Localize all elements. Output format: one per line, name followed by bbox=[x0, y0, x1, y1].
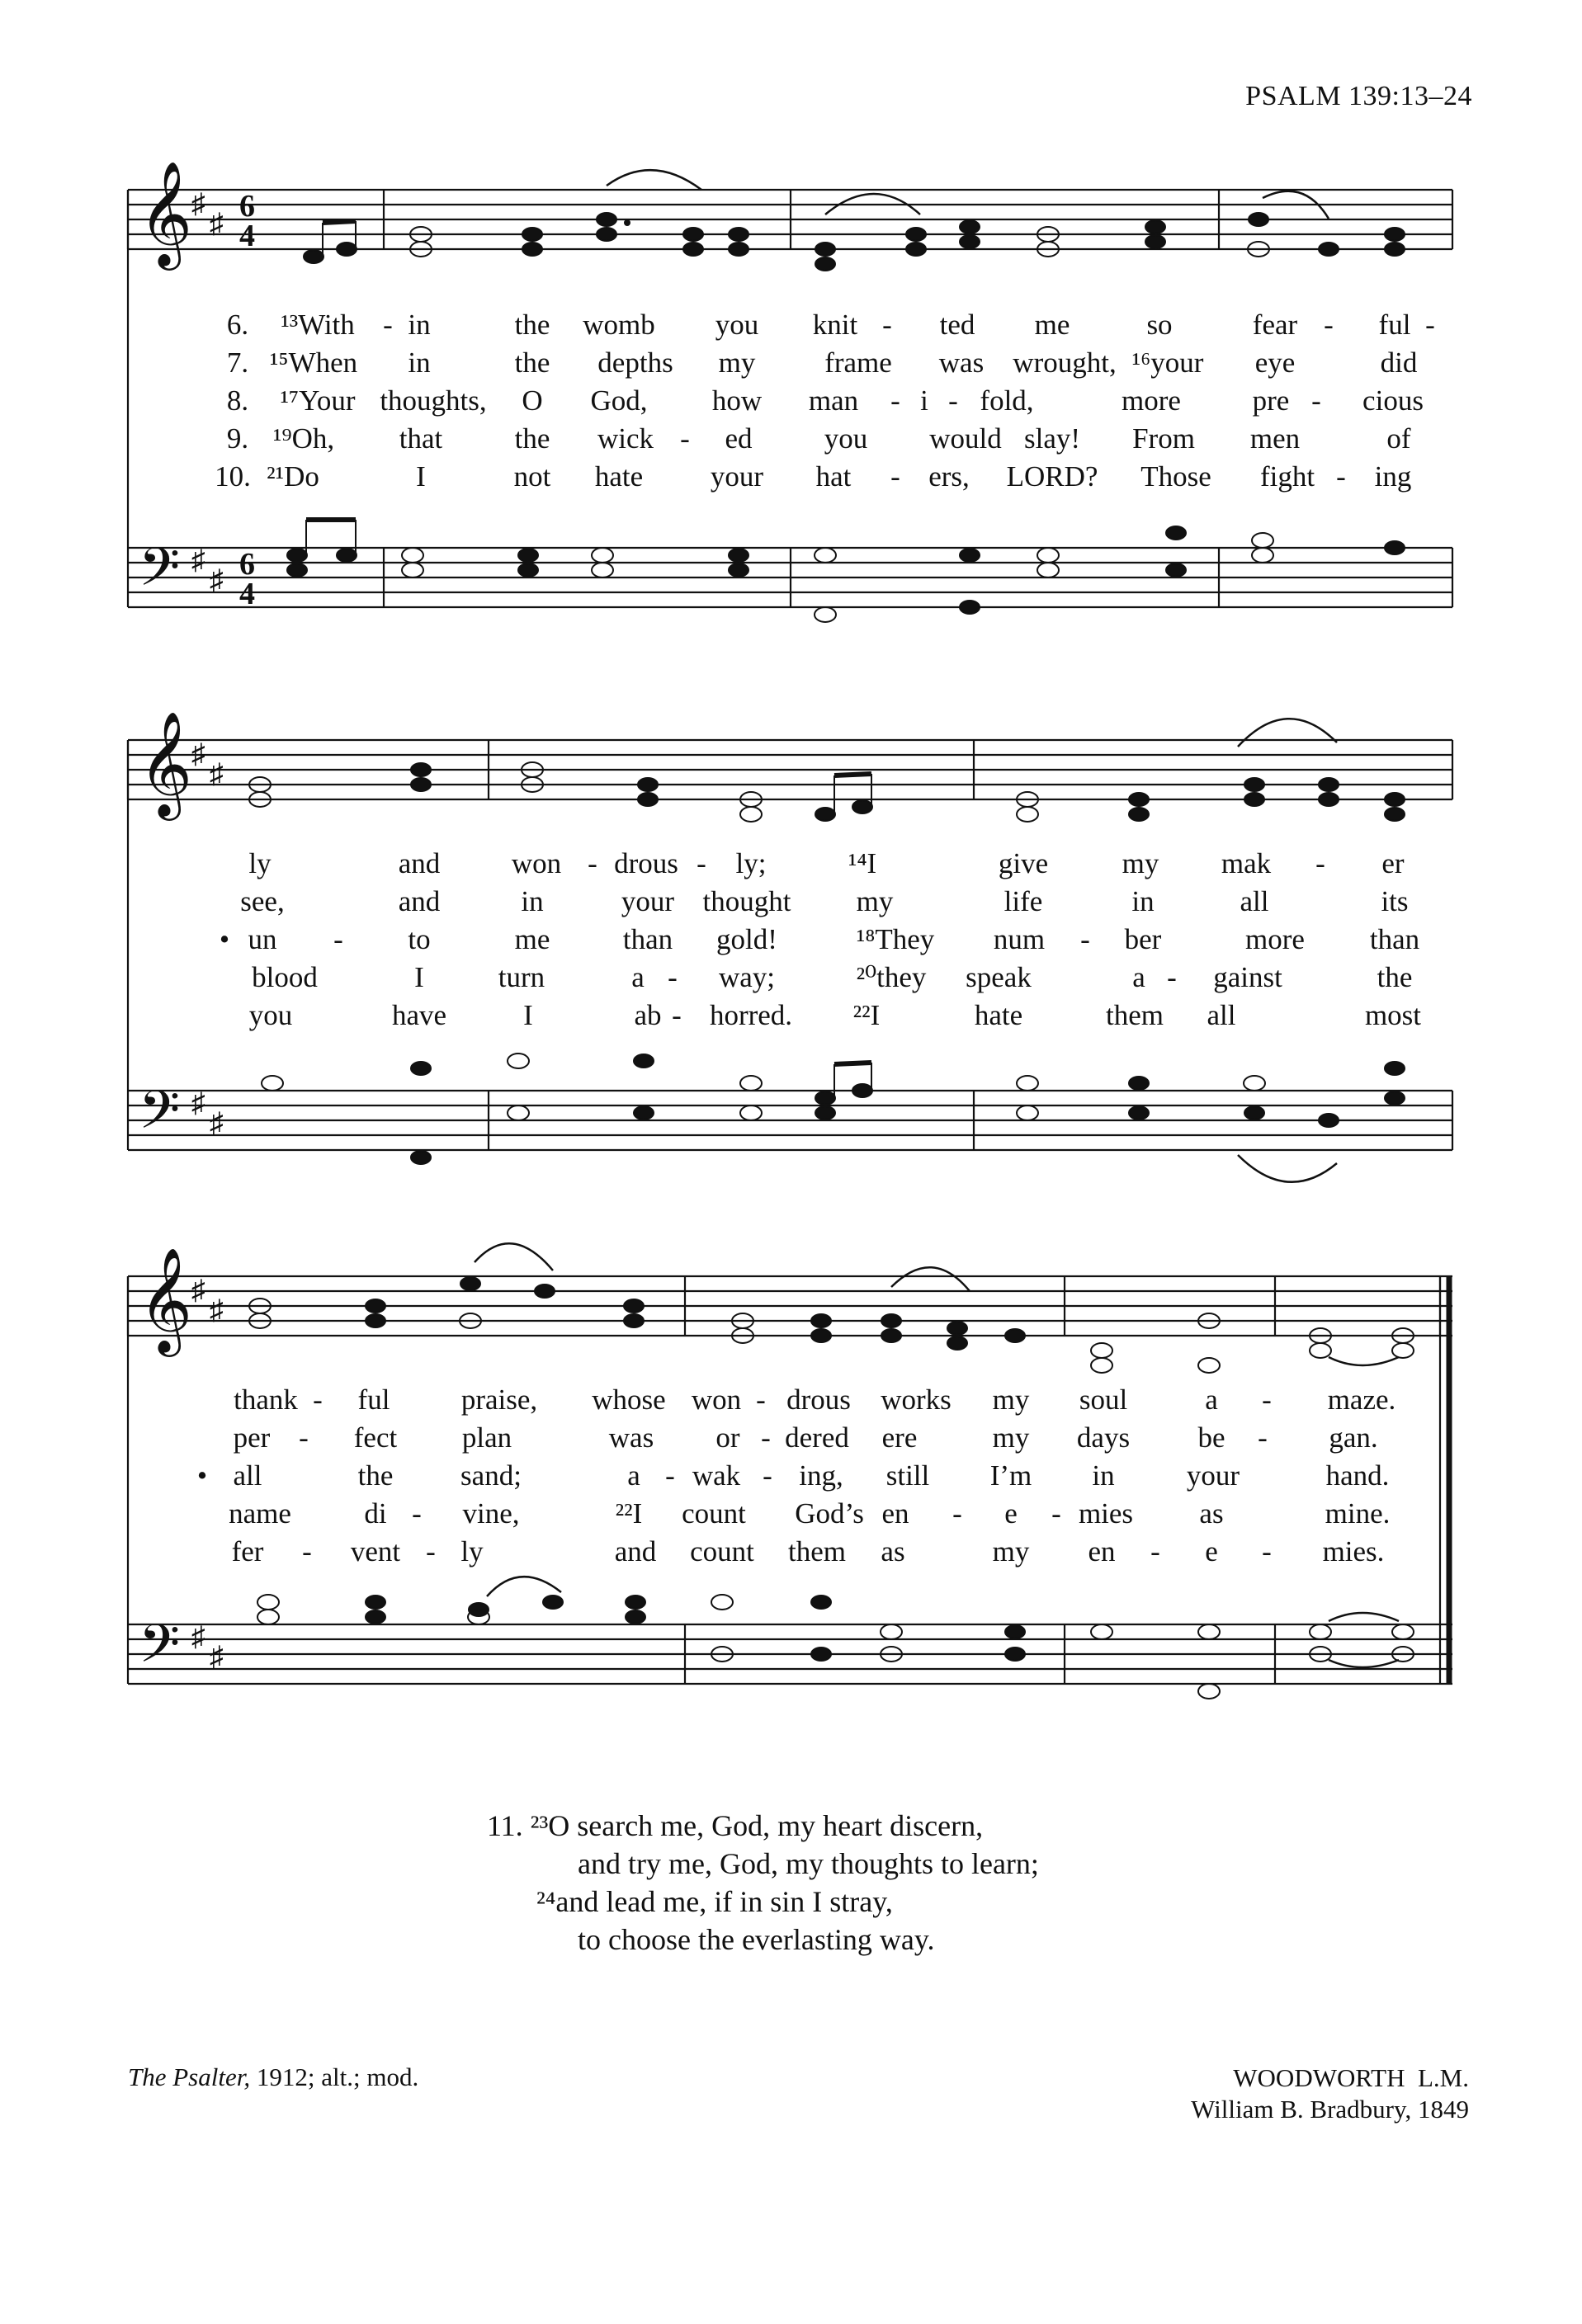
lyric-syllable: thoughts, bbox=[380, 384, 487, 417]
lyric-syllable: did bbox=[1380, 346, 1418, 379]
lyric-syllable: of bbox=[1386, 422, 1411, 455]
lyric-syllable: ¹⁴I bbox=[848, 847, 877, 879]
lyric-syllable: a bbox=[631, 961, 645, 993]
lyric-syllable: - bbox=[1150, 1535, 1160, 1567]
verse-number: 10. bbox=[215, 460, 251, 493]
lyric-syllable: as bbox=[881, 1535, 905, 1567]
lyric-syllable: hat bbox=[815, 460, 852, 493]
lyric-syllable: than bbox=[1369, 923, 1420, 955]
lyric-syllable: hate bbox=[594, 460, 644, 493]
svg-text:♯: ♯ bbox=[210, 565, 224, 596]
lyric-syllable: have bbox=[391, 999, 447, 1031]
lyric-syllable: speak bbox=[966, 961, 1032, 993]
lyric-syllable: - bbox=[1311, 384, 1321, 417]
composer: William B. Bradbury, 1849 bbox=[1191, 2095, 1469, 2124]
lyric-syllable: - bbox=[333, 923, 343, 955]
lyric-syllable: - bbox=[890, 384, 900, 417]
lyric-syllable: - bbox=[680, 422, 690, 455]
lyric-syllable: I bbox=[416, 460, 426, 493]
svg-text:6: 6 bbox=[239, 189, 255, 224]
lyric-syllable: count bbox=[682, 1497, 746, 1530]
lyric-syllable: - bbox=[763, 1459, 772, 1492]
lyric-syllable: di bbox=[364, 1497, 387, 1530]
lyric-syllable: womb bbox=[583, 309, 655, 341]
lyric-syllable: the bbox=[1377, 961, 1413, 993]
lyric-syllable: cious bbox=[1362, 384, 1424, 417]
lyric-syllable: gold! bbox=[716, 923, 777, 955]
svg-text:𝄢: 𝄢 bbox=[139, 537, 181, 611]
lyric-syllable: maze. bbox=[1327, 1384, 1396, 1416]
lyric-syllable: - bbox=[1080, 923, 1090, 955]
lyric-syllable: From bbox=[1132, 422, 1195, 455]
lyric-syllable: hate bbox=[974, 999, 1023, 1031]
lyric-syllable: - bbox=[426, 1535, 436, 1567]
lyric-syllable: - bbox=[588, 847, 597, 879]
text-credit bbox=[128, 2062, 418, 2092]
lyric-syllable: Those bbox=[1140, 460, 1211, 493]
lyric-syllable: all bbox=[233, 1459, 262, 1492]
lyric-syllable: still bbox=[885, 1459, 930, 1492]
lyric-syllable: wak bbox=[692, 1459, 741, 1492]
lyric-syllable: the bbox=[514, 309, 550, 341]
verse-number: 6. bbox=[226, 309, 249, 341]
lyric-syllable: num bbox=[993, 923, 1046, 955]
lyric-syllable: the bbox=[514, 346, 550, 379]
svg-text:6: 6 bbox=[239, 547, 255, 582]
lyric-syllable: to bbox=[408, 923, 431, 955]
source-title: The Psalter, bbox=[128, 2062, 251, 2091]
lyric-syllable: my bbox=[856, 885, 894, 917]
lyric-syllable: - bbox=[1315, 847, 1325, 879]
lyric-syllable: sand; bbox=[460, 1459, 522, 1492]
lyric-syllable: more bbox=[1245, 923, 1305, 955]
lyric-syllable: you bbox=[248, 999, 293, 1031]
lyric-syllable: drous bbox=[614, 847, 678, 879]
lyric-syllable: name bbox=[229, 1497, 291, 1530]
lyric-syllable: e bbox=[1205, 1535, 1218, 1567]
lyric-syllable: not bbox=[513, 460, 551, 493]
lyric-syllable: fer bbox=[231, 1535, 264, 1567]
lyric-syllable: ful bbox=[1378, 309, 1411, 341]
lyric-syllable: - bbox=[890, 460, 900, 493]
lyric-syllable: fold, bbox=[980, 384, 1034, 417]
lyric-syllable: ¹⁵When bbox=[269, 346, 358, 379]
lyric-syllable: depths bbox=[597, 346, 673, 379]
lyric-syllable: ing, bbox=[799, 1459, 843, 1492]
lyric-syllable: its bbox=[1381, 885, 1409, 917]
lyric-syllable: ¹⁶your bbox=[1131, 346, 1204, 379]
lyric-syllable: - bbox=[952, 1497, 962, 1530]
lyric-syllable: mies. bbox=[1322, 1535, 1385, 1567]
lyric-syllable: you bbox=[824, 422, 868, 455]
lyric-syllable: mine. bbox=[1325, 1497, 1391, 1530]
lyric-syllable: ly bbox=[248, 847, 272, 879]
lyric-syllable: my bbox=[992, 1421, 1030, 1454]
lyric-syllable: eye bbox=[1254, 346, 1296, 379]
lyric-syllable: mak bbox=[1221, 847, 1272, 879]
lyric-syllable: ing bbox=[1374, 460, 1412, 493]
lyric-syllable: be bbox=[1197, 1421, 1225, 1454]
lyric-syllable: count bbox=[690, 1535, 754, 1567]
lyric-syllable: my bbox=[718, 346, 756, 379]
lyric-syllable: than bbox=[622, 923, 673, 955]
verse-number: 9. bbox=[226, 422, 249, 455]
lyric-syllable: was bbox=[608, 1421, 654, 1454]
lyric-syllable: un bbox=[248, 923, 277, 955]
lyric-syllable: wrought, bbox=[1013, 346, 1117, 379]
lyric-syllable: ted bbox=[939, 309, 975, 341]
lyric-syllable: the bbox=[357, 1459, 394, 1492]
lyric-syllable: most bbox=[1364, 999, 1422, 1031]
lyric-syllable: a bbox=[1132, 961, 1145, 993]
lyric-syllable: the bbox=[514, 422, 550, 455]
svg-text:♯: ♯ bbox=[210, 1295, 224, 1326]
svg-text:♯: ♯ bbox=[210, 1642, 224, 1672]
lyric-syllable: mies bbox=[1078, 1497, 1134, 1530]
lyric-syllable: hand. bbox=[1325, 1459, 1390, 1492]
lyric-syllable: gainst bbox=[1213, 961, 1282, 993]
lyric-syllable: - bbox=[1258, 1421, 1268, 1454]
lyric-syllable: - bbox=[1167, 961, 1177, 993]
lyric-syllable: - bbox=[299, 1421, 309, 1454]
lyric-syllable: my bbox=[1122, 847, 1159, 879]
stanza-line: ²⁴and lead me, if in sin I stray, bbox=[536, 1885, 893, 1918]
lyric-syllable: my bbox=[992, 1535, 1030, 1567]
lyric-syllable: slay! bbox=[1023, 422, 1081, 455]
lyric-syllable: - bbox=[383, 309, 393, 341]
svg-text:♯: ♯ bbox=[191, 189, 205, 219]
tune-credit bbox=[1191, 2062, 1469, 2125]
svg-text:4: 4 bbox=[239, 219, 255, 253]
lyric-syllable: that bbox=[399, 422, 443, 455]
lyric-syllable: God’s bbox=[795, 1497, 864, 1530]
lyric-syllable: • bbox=[219, 923, 230, 955]
lyric-syllable: - bbox=[1425, 309, 1435, 341]
lyric-syllable: - bbox=[697, 847, 706, 879]
svg-text:𝄞: 𝄞 bbox=[139, 1247, 193, 1352]
lyric-syllable: dered bbox=[785, 1421, 849, 1454]
svg-text:♯: ♯ bbox=[191, 1088, 205, 1119]
svg-text:𝄞: 𝄞 bbox=[139, 160, 193, 266]
svg-text:𝄞: 𝄞 bbox=[139, 710, 193, 816]
lyric-syllable: in bbox=[408, 346, 431, 379]
lyric-syllable: soul bbox=[1079, 1384, 1128, 1416]
psalm-reference: PSALM 139:13–24 bbox=[1245, 81, 1472, 111]
stanza-line: to choose the everlasting way. bbox=[578, 1923, 935, 1956]
lyric-syllable: them bbox=[788, 1535, 846, 1567]
lyric-syllable: i bbox=[920, 384, 928, 417]
lyric-syllable: - bbox=[302, 1535, 312, 1567]
lyric-syllable: - bbox=[668, 961, 678, 993]
lyric-syllable: wick bbox=[597, 422, 654, 455]
lyric-syllable: and bbox=[398, 885, 441, 917]
lyric-syllable: men bbox=[1249, 422, 1301, 455]
lyric-syllable: a bbox=[627, 1459, 640, 1492]
lyric-syllable: in bbox=[1092, 1459, 1115, 1492]
lyric-syllable: me bbox=[514, 923, 550, 955]
lyric-syllable: me bbox=[1034, 309, 1070, 341]
tune-name: WOODWORTH L.M. bbox=[1233, 2063, 1469, 2092]
svg-text:♯: ♯ bbox=[210, 759, 224, 790]
lyric-syllable: ere bbox=[881, 1421, 918, 1454]
lyric-syllable: your bbox=[1186, 1459, 1240, 1492]
lyric-syllable: or bbox=[715, 1421, 740, 1454]
lyric-syllable: - bbox=[948, 384, 958, 417]
lyric-syllable: days bbox=[1076, 1421, 1131, 1454]
lyric-syllable: I bbox=[414, 961, 424, 993]
lyric-syllable: turn bbox=[498, 961, 545, 993]
lyric-syllable: - bbox=[1262, 1384, 1272, 1416]
verse-number: 7. bbox=[226, 346, 249, 379]
lyric-syllable: horred. bbox=[709, 999, 793, 1031]
lyric-syllable: - bbox=[756, 1384, 766, 1416]
lyric-syllable: so bbox=[1146, 309, 1173, 341]
lyric-syllable: plan bbox=[461, 1421, 512, 1454]
svg-text:♯: ♯ bbox=[210, 1108, 224, 1138]
lyric-syllable: was bbox=[938, 346, 985, 379]
lyric-syllable: ber bbox=[1124, 923, 1162, 955]
lyric-syllable: ¹⁸They bbox=[856, 923, 935, 955]
lyric-syllable: and bbox=[614, 1535, 657, 1567]
svg-text:𝄢: 𝄢 bbox=[139, 1614, 181, 1688]
lyric-syllable: won bbox=[511, 847, 562, 879]
lyric-syllable: man bbox=[808, 384, 859, 417]
lyric-syllable: thought bbox=[702, 885, 791, 917]
lyric-syllable: pre bbox=[1252, 384, 1290, 417]
source-details: 1912; alt.; mod. bbox=[250, 2062, 419, 2091]
lyric-syllable: would bbox=[929, 422, 1002, 455]
lyric-syllable: you bbox=[715, 309, 759, 341]
lyric-syllable: - bbox=[412, 1497, 422, 1530]
svg-text:♯: ♯ bbox=[191, 739, 205, 770]
lyric-syllable: life bbox=[1004, 885, 1043, 917]
stanza-line: and try me, God, my thoughts to learn; bbox=[578, 1847, 1039, 1880]
lyric-syllable: - bbox=[1051, 1497, 1061, 1530]
lyric-syllable: I bbox=[523, 999, 533, 1031]
lyric-syllable: ²²I bbox=[852, 999, 881, 1031]
lyric-syllable: - bbox=[1336, 460, 1346, 493]
lyric-syllable: in bbox=[521, 885, 544, 917]
svg-text:♯: ♯ bbox=[210, 209, 224, 239]
svg-text:♯: ♯ bbox=[191, 1275, 205, 1306]
lyric-syllable: gan. bbox=[1329, 1421, 1378, 1454]
lyric-syllable: and bbox=[398, 847, 441, 879]
lyric-syllable: vine, bbox=[462, 1497, 520, 1530]
lyric-syllable: - bbox=[665, 1459, 675, 1492]
lyric-syllable: all bbox=[1207, 999, 1236, 1031]
lyric-syllable: drous bbox=[786, 1384, 851, 1416]
lyric-syllable: ²¹Do bbox=[267, 460, 319, 493]
lyric-syllable: how bbox=[711, 384, 763, 417]
lyric-syllable: in bbox=[1131, 885, 1155, 917]
lyric-syllable: give bbox=[998, 847, 1049, 879]
svg-text:4: 4 bbox=[239, 577, 255, 611]
lyric-syllable: ²²I bbox=[615, 1497, 643, 1530]
lyric-syllable: ab bbox=[634, 999, 662, 1031]
lyric-syllable: O bbox=[522, 384, 543, 417]
lyric-syllable: blood bbox=[252, 961, 318, 993]
lyric-syllable: ly; bbox=[735, 847, 767, 879]
lyric-syllable: a bbox=[1205, 1384, 1218, 1416]
lyric-syllable: God, bbox=[590, 384, 648, 417]
lyric-syllable: praise, bbox=[460, 1384, 538, 1416]
lyric-syllable: e bbox=[1004, 1497, 1018, 1530]
lyric-syllable: your bbox=[621, 885, 675, 917]
lyric-syllable: frame bbox=[824, 346, 892, 379]
lyric-syllable: - bbox=[1262, 1535, 1272, 1567]
lyric-syllable: in bbox=[408, 309, 431, 341]
lyric-syllable: per bbox=[233, 1421, 271, 1454]
stanza-line: 11. ²³O search me, God, my heart discern, bbox=[487, 1809, 984, 1842]
svg-text:♯: ♯ bbox=[191, 1622, 205, 1652]
lyric-syllable: more bbox=[1122, 384, 1181, 417]
lyric-syllable: - bbox=[1324, 309, 1334, 341]
lyric-syllable: fear bbox=[1252, 309, 1298, 341]
lyric-syllable: your bbox=[710, 460, 764, 493]
lyric-syllable: LORD? bbox=[1006, 460, 1098, 493]
lyric-syllable: thank bbox=[234, 1384, 298, 1416]
lyric-syllable: ers, bbox=[928, 460, 970, 493]
lyric-syllable: ed bbox=[725, 422, 753, 455]
lyric-syllable: - bbox=[761, 1421, 771, 1454]
lyric-syllable: won bbox=[691, 1384, 742, 1416]
lyric-syllable: en bbox=[881, 1497, 909, 1530]
stanza-11 bbox=[487, 1807, 1039, 1959]
lyric-syllable: knit bbox=[812, 309, 858, 341]
svg-text:♯: ♯ bbox=[191, 545, 205, 576]
verse-number: 8. bbox=[226, 384, 249, 417]
lyric-syllable: them bbox=[1106, 999, 1164, 1031]
lyric-syllable: ²⁰they bbox=[856, 961, 927, 993]
lyric-syllable: my bbox=[992, 1384, 1030, 1416]
lyric-syllable: ¹³With bbox=[281, 309, 355, 341]
lyric-syllable: ly bbox=[460, 1535, 484, 1567]
lyric-syllable: - bbox=[672, 999, 682, 1031]
lyric-syllable: ful bbox=[357, 1384, 390, 1416]
lyric-syllable: er bbox=[1381, 847, 1405, 879]
lyric-syllable: - bbox=[313, 1384, 323, 1416]
lyric-syllable: whose bbox=[592, 1384, 666, 1416]
lyric-syllable: - bbox=[882, 309, 892, 341]
svg-text:𝄢: 𝄢 bbox=[139, 1080, 181, 1154]
lyric-syllable: ¹⁷Your bbox=[280, 384, 356, 417]
lyric-syllable: fect bbox=[353, 1421, 398, 1454]
lyric-syllable: ¹⁹Oh, bbox=[272, 422, 335, 455]
lyric-syllable: en bbox=[1088, 1535, 1116, 1567]
lyric-syllable: • bbox=[196, 1459, 208, 1492]
lyric-syllable: all bbox=[1240, 885, 1269, 917]
lyric-syllable: works bbox=[881, 1384, 952, 1416]
lyric-syllable: as bbox=[1199, 1497, 1224, 1530]
lyric-syllable: way; bbox=[718, 961, 776, 993]
lyric-syllable: I’m bbox=[989, 1459, 1032, 1492]
lyric-syllable: fight bbox=[1259, 460, 1315, 493]
lyric-syllable: vent bbox=[350, 1535, 401, 1567]
lyric-syllable: see, bbox=[240, 885, 285, 917]
